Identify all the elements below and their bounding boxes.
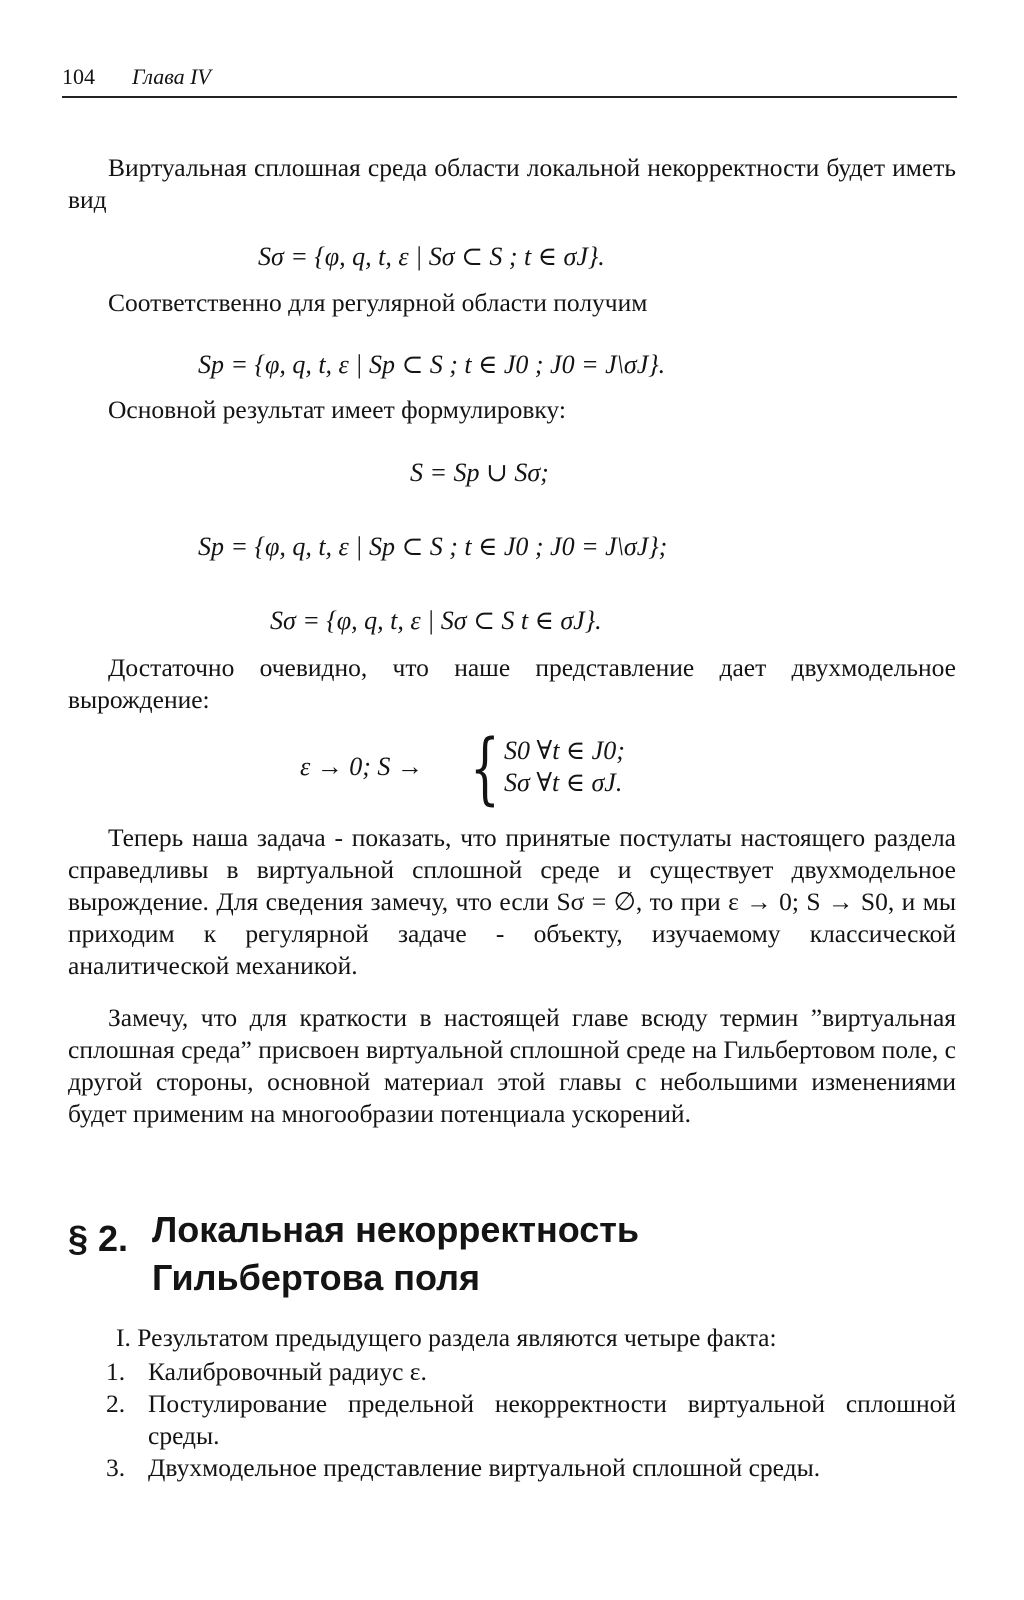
formula-s-sigma-repeat: Sσ = {φ, q, t, ε | Sσ ⊂ S t ∈ σJ}. (270, 606, 602, 635)
paragraph-3-text: Основной результат имеет формулировку: (108, 395, 566, 424)
paragraph-3 (68, 394, 956, 426)
list-item (68, 1452, 956, 1484)
paragraph-6 (68, 1002, 956, 1130)
paragraph-5-text: Теперь наша задача - показать, что принятые постулаты настоящего раздела справедливы в виртуальной сплошной среде и существует двухмодельное вырождение. Для сведения замечу, что если Sσ = ∅, то при ε → 0; S → S0, и мы приходим к регулярной задаче - объекту, изучаемому классической аналитической механикой. (68, 823, 956, 980)
header-rule (62, 96, 957, 98)
section-title-line-2: Гильбертова поля (152, 1257, 480, 1298)
section-title-line-1: Локальная некорректность (152, 1209, 640, 1250)
page-number: 104 (62, 64, 95, 89)
list-item (68, 1388, 956, 1452)
section-number: § 2. (68, 1218, 129, 1259)
left-brace: { (470, 724, 500, 814)
list-item-text: Постулирование предельной некорректности виртуальной сплошной среды. (148, 1389, 956, 1450)
cases-row-2: Sσ ∀t ∈ σJ. (504, 768, 623, 797)
cases-formula (300, 724, 720, 814)
intro-paragraph: I. Результатом предыдущего раздела являются четыре факта: (116, 1323, 777, 1352)
running-header (62, 62, 958, 94)
cases-row-1: S0 ∀t ∈ J0; (504, 736, 625, 765)
chapter-title: Глава IV (132, 64, 211, 89)
paragraph-6-text: Замечу, что для краткости в настоящей главе всюду термин ”виртуальная сплошная среда” присвоен виртуальной сплошной среде на Гильбертовом поле, с другой стороны, основной материал этой главы с небольшими изменениями будет применим на многообразии потенциала ускорений. (68, 1003, 956, 1128)
formula-s-p-repeat: Sp = {φ, q, t, ε | Sp ⊂ S ; t ∈ J0 ; J0 = J\σJ}; (198, 532, 668, 561)
paragraph-4-text: Достаточно очевидно, что наше представление дает двухмодельное вырождение: (68, 653, 956, 714)
section-title (152, 1206, 912, 1302)
formula-union: S = Sp ∪ Sσ; (410, 458, 549, 487)
list-item-number: 3. (106, 1453, 126, 1482)
paragraph-2 (68, 287, 956, 319)
list-item (68, 1356, 956, 1388)
paragraph-5 (68, 822, 956, 982)
paragraph-4 (68, 652, 956, 716)
paragraph-1-text: Виртуальная сплошная среда области локальной некорректности будет иметь вид (68, 153, 956, 214)
paragraph-1 (68, 152, 956, 216)
fact-list (68, 1356, 956, 1484)
list-item-text: Двухмодельное представление виртуальной сплошной среды. (148, 1453, 821, 1482)
formula-s-p: Sp = {φ, q, t, ε | Sp ⊂ S ; t ∈ J0 ; J0 = J\σJ}. (198, 350, 666, 379)
cases-left: ε → 0; S → (300, 752, 423, 781)
list-item-text: Калибровочный радиус ε. (148, 1357, 427, 1386)
list-item-number: 1. (106, 1357, 126, 1386)
list-item-number: 2. (106, 1389, 126, 1418)
paragraph-2-text: Соответственно для регулярной области получим (108, 288, 648, 317)
formula-s-sigma: Sσ = {φ, q, t, ε | Sσ ⊂ S ; t ∈ σJ}. (258, 242, 605, 271)
